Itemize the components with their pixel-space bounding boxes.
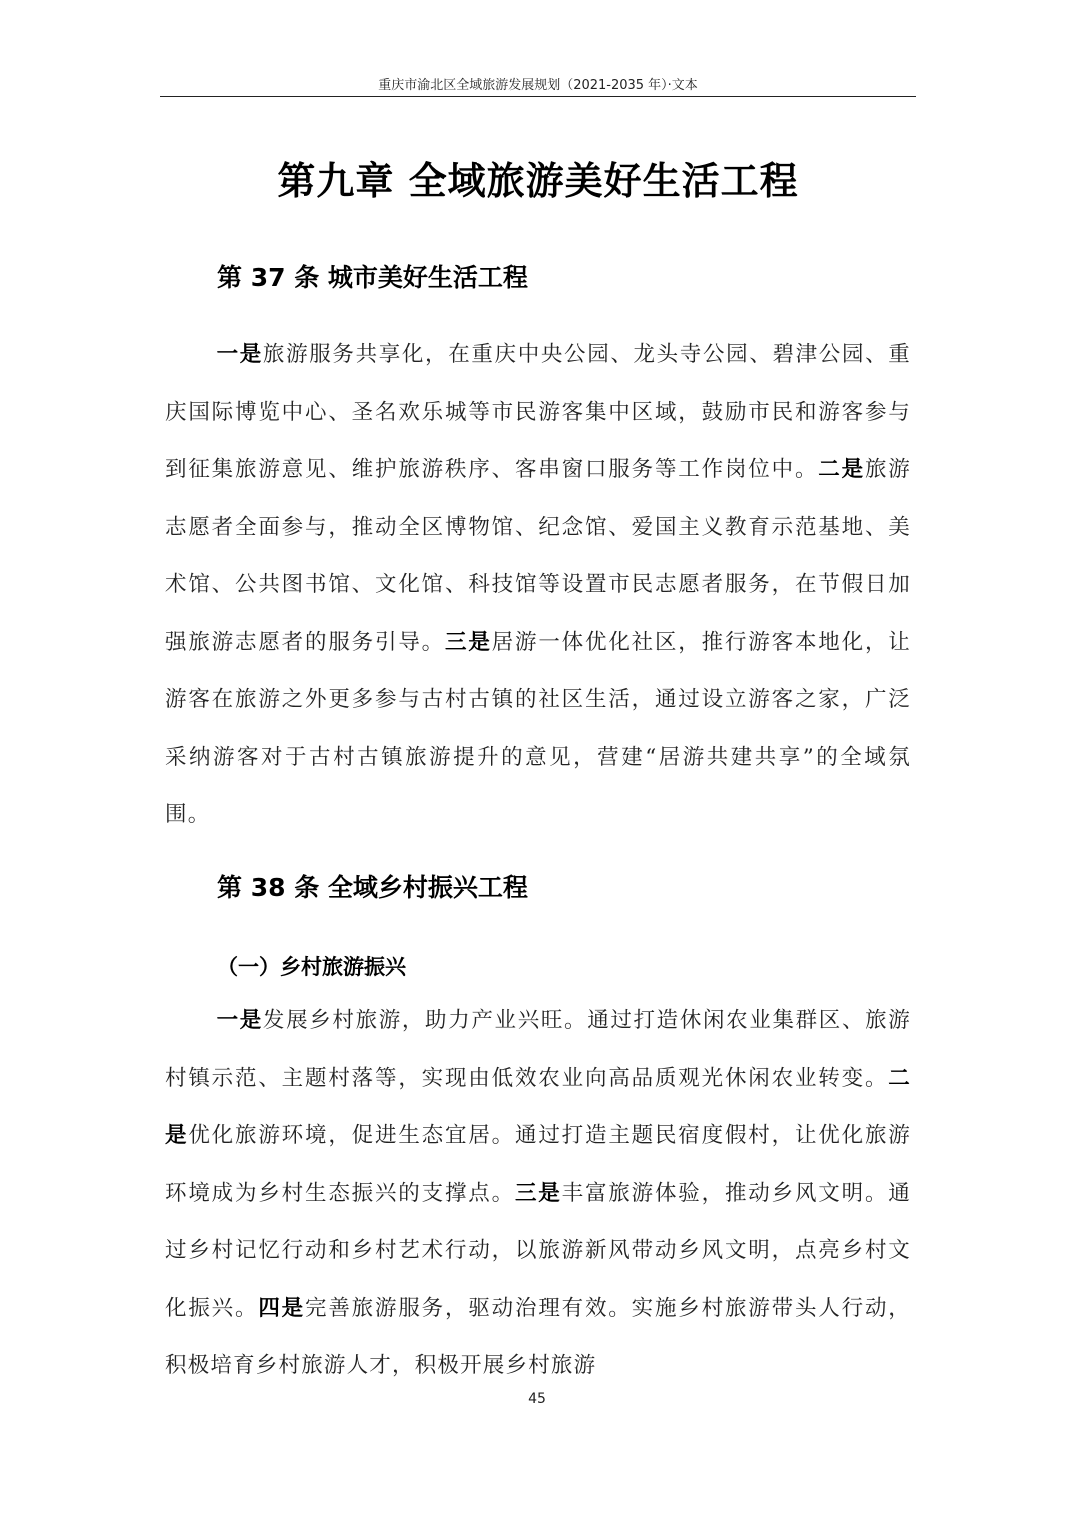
- item-lead: 三是: [514, 1180, 562, 1206]
- chapter-title: 第九章 全域旅游美好生活工程: [277, 159, 799, 203]
- item-lead: 二是: [165, 1065, 911, 1148]
- article-37-paragraph: [165, 326, 911, 844]
- article-37-heading: 第 37 条 城市美好生活工程: [217, 263, 528, 292]
- running-header: 重庆市渝北区全域旅游发展规划（2021-2035 年）·文本: [378, 78, 698, 93]
- section-subheading: （一）乡村旅游振兴: [217, 954, 406, 979]
- item-text: 优化旅游环境，促进生态宜居。通过打造主题民宿度假村，让优化旅游环境成为乡村生态振兴的支撑点。: [165, 1123, 911, 1206]
- item-text: 完善旅游服务，驱动治理有效。实施乡村旅游带头人行动，积极培育乡村旅游人才，积极开展乡村旅游: [165, 1295, 911, 1378]
- article-38-heading: 第 38 条 全域乡村振兴工程: [217, 873, 528, 902]
- item-lead: 一是: [216, 1008, 263, 1033]
- item-text: 丰富旅游体验，推动乡风文明。通过乡村记忆行动和乡村艺术行动，以旅游新风带动乡风文明，点亮乡村文化振兴。: [165, 1180, 911, 1321]
- item-text: 发展乡村旅游，助力产业兴旺。通过打造休闲农业集群区、旅游村镇示范、主题村落等，实现由低效农业向高品质观光休闲农业转变。: [165, 1008, 911, 1091]
- item-text: 旅游志愿者全面参与，推动全区博物馆、纪念馆、爱国主义教育示范基地、美术馆、公共图书馆、文化馆、科技馆等设置市民志愿者服务，在节假日加强旅游志愿者的服务引导。: [165, 457, 912, 655]
- item-text: 居游一体优化社区，推行游客本地化，让游客在旅游之外更多参与古村古镇的社区生活，通过设立游客之家，广泛采纳游客对于古村古镇旅游提升的意见，营建“居游共建共享”的全域氛围。: [165, 629, 911, 827]
- header-rule: [160, 96, 916, 97]
- item-lead: 三是: [444, 629, 492, 655]
- item-lead: 四是: [258, 1295, 305, 1321]
- item-text: 旅游服务共享化，在重庆中央公园、龙头寺公园、碧津公园、重庆国际博览中心、圣名欢乐城等市民游客集中区域，鼓励市民和游客参与到征集旅游意见、维护旅游秩序、客串窗口服务等工作岗位中。: [165, 342, 911, 482]
- item-lead: 一是: [216, 342, 263, 367]
- item-lead: 二是: [818, 457, 865, 482]
- page-number: 45: [528, 1391, 546, 1407]
- article-38-paragraph: [165, 992, 911, 1395]
